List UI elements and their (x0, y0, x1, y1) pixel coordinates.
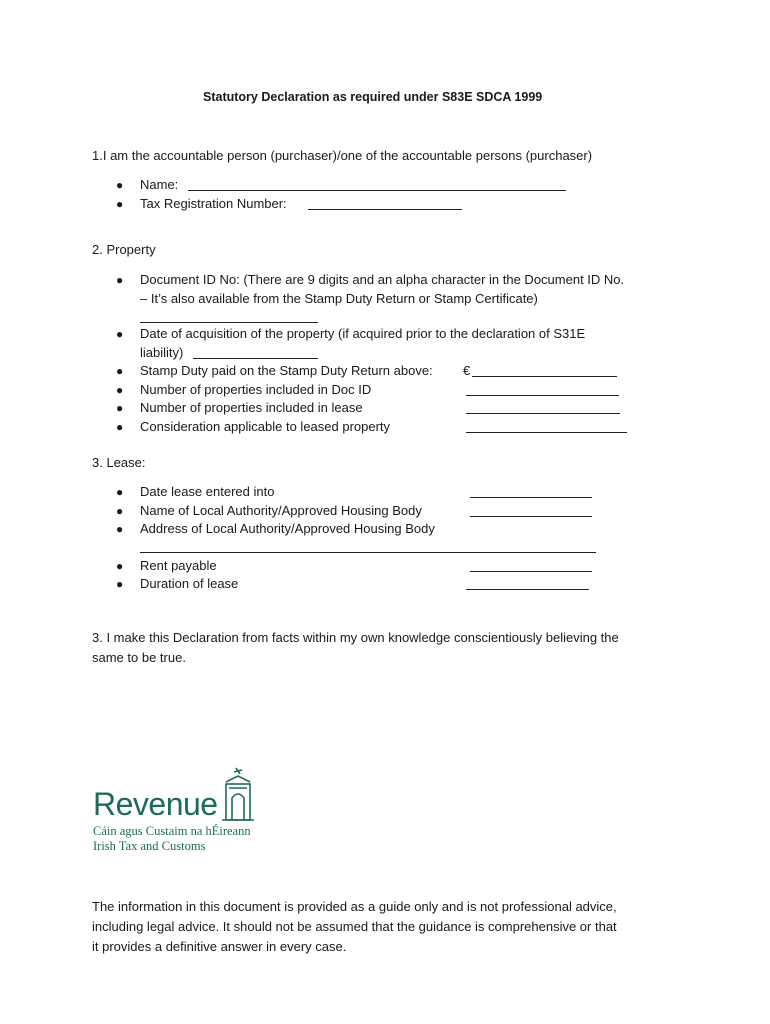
bullet-icon: ● (116, 522, 124, 536)
disclaimer-line-3: it provides a definitive answer in every case. (92, 939, 347, 954)
local-authority-address-field[interactable] (140, 552, 596, 553)
local-authority-address-label: Address of Local Authority/Approved Housing Body (140, 521, 435, 536)
num-properties-lease-field[interactable] (466, 413, 620, 414)
bullet-icon: ● (116, 485, 124, 499)
bullet-icon: ● (116, 327, 124, 341)
bullet-icon: ● (116, 364, 124, 378)
bullet-icon: ● (116, 401, 124, 415)
document-title: Statutory Declaration as required under S83E SDCA 1999 (203, 90, 543, 104)
document-id-field[interactable] (140, 322, 318, 323)
document-id-label: Document ID No: (There are 9 digits and an alpha character in the Document ID No. (140, 272, 625, 287)
tax-registration-field[interactable] (308, 209, 462, 210)
lease-duration-label: Duration of lease (140, 576, 239, 591)
section2-heading: 2. Property (92, 242, 156, 257)
declaration-line-2: same to be true. (92, 650, 186, 665)
local-authority-name-label: Name of Local Authority/Approved Housing Body (140, 503, 422, 518)
bullet-icon: ● (116, 273, 124, 287)
revenue-logo-text: Revenue (93, 786, 218, 822)
document-id-note: – It’s also available from the Stamp Duty Return or Stamp Certificate) (140, 291, 538, 306)
stamp-duty-label: Stamp Duty paid on the Stamp Duty Return above: (140, 363, 433, 378)
lease-duration-field[interactable] (466, 589, 589, 590)
bullet-icon: ● (116, 383, 124, 397)
disclaimer-line-1: The information in this document is provided as a guide only and is not professional advice, (92, 899, 617, 914)
euro-symbol: € (463, 363, 471, 378)
revenue-logo-irish: Cáin agus Custaim na hÉireann (93, 824, 251, 838)
bullet-icon: ● (116, 559, 124, 573)
tax-registration-label: Tax Registration Number: (140, 196, 287, 211)
bullet-icon: ● (116, 504, 124, 518)
consideration-label: Consideration applicable to leased property (140, 419, 391, 434)
section1-heading: 1.I am the accountable person (purchaser)/one of the accountable persons (purchaser) (92, 148, 593, 163)
rent-field[interactable] (470, 571, 592, 572)
num-properties-doc-label: Number of properties included in Doc ID (140, 382, 372, 397)
num-properties-lease-label: Number of properties included in lease (140, 400, 363, 415)
disclaimer-line-2: including legal advice. It should not be assumed that the guidance is comprehensive or that (92, 919, 617, 934)
name-label: Name: (140, 177, 179, 192)
name-field[interactable] (188, 190, 566, 191)
bullet-icon: ● (116, 197, 124, 211)
num-properties-doc-field[interactable] (466, 395, 619, 396)
section3-heading: 3. Lease: (92, 455, 146, 470)
local-authority-name-field[interactable] (470, 516, 592, 517)
bullet-icon: ● (116, 178, 124, 192)
acquisition-date-label-cont: liability) (140, 345, 184, 360)
lease-date-field[interactable] (470, 497, 592, 498)
acquisition-date-label: Date of acquisition of the property (if acquired prior to the declaration of S31E (140, 326, 586, 341)
rent-label: Rent payable (140, 558, 217, 573)
stamp-duty-field[interactable] (472, 376, 617, 377)
revenue-logo-english: Irish Tax and Customs (93, 839, 206, 853)
bullet-icon: ● (116, 420, 124, 434)
revenue-crest-icon (214, 764, 262, 824)
declaration-line-1: 3. I make this Declaration from facts within my own knowledge conscientiously believing the (92, 630, 619, 645)
lease-date-label: Date lease entered into (140, 484, 275, 499)
consideration-field[interactable] (466, 432, 627, 433)
acquisition-date-field[interactable] (193, 358, 318, 359)
bullet-icon: ● (116, 577, 124, 591)
